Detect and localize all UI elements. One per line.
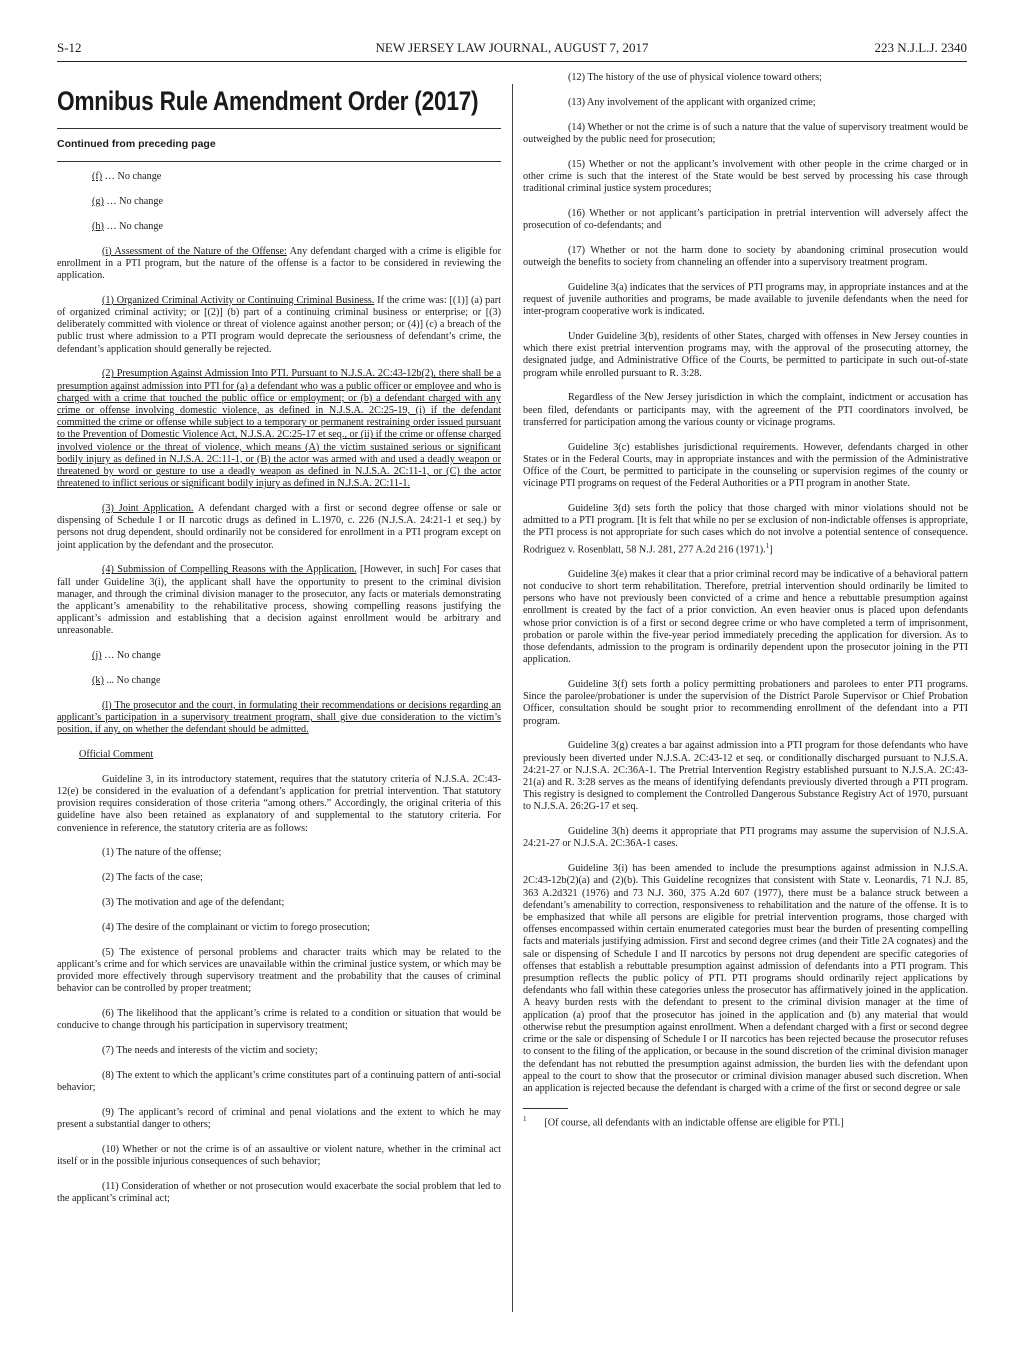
- paragraph-l: [57, 700, 501, 737]
- underlined-text: (4) Submission of Compelling Reasons with the Application.: [102, 564, 357, 576]
- header-rule: [57, 61, 967, 62]
- paragraph-text: (8) The extent to which the applicant’s crime constitutes part of a continuing pattern of anti-social behavior;: [57, 1069, 501, 1094]
- right-column: [523, 72, 968, 1129]
- paragraph-text: Guideline 3(h) deems it appropriate that PTI programs may assume the supervision of N.J.S.A. 24:21-27 or N.J.S.A. 2C:36A-1 cases.: [523, 826, 968, 850]
- column-divider: [512, 84, 513, 1312]
- paragraph-text: (7) The needs and interests of the victim and society;: [102, 1045, 318, 1057]
- paragraph-g3b: [523, 331, 968, 380]
- paragraph-text: (5) The existence of personal problems and character traits which may be related to the applicant’s crime and for which services are unavailable within the criminal justice system, or which may be provided more effectively through supervisory treatment and the probability that the causes of criminal behavior can be controlled by proper treatment;: [57, 946, 501, 995]
- paragraph-r12: [523, 72, 968, 84]
- article-title: Omnibus Rule Amendment Order (2017): [57, 86, 479, 116]
- paragraph-oc: [57, 749, 501, 761]
- paragraph-text: Regardless of the New Jersey jurisdiction in which the complaint, indictment or accusation has been filed, defendants or participants may, with the agreement of the PTI coordinators involved, be transferred for participation among the various county or vicinage programs.: [523, 392, 968, 428]
- paragraph-text: … No change: [101, 650, 161, 662]
- paragraph-r16: [523, 208, 968, 232]
- paragraph-text: Guideline 3(c) establishes jurisdictional requirements. However, defendants charged in other States or in the Federal Courts, may in appropriate instances and with the permission of the Administrative Office of the Court, be permitted to participate in the counseling or supervision regimes of the county or vicinage PTI programs on request of the Federal Authorities or a PTI program in another State.: [523, 441, 968, 490]
- paragraph-text: (2) The facts of the case;: [102, 872, 203, 884]
- paragraph-c10: [57, 1144, 501, 1168]
- footnote-text: [Of course, all defendants with an indictable offense are eligible for PTI.]: [544, 1117, 844, 1129]
- paragraph-text: (10) Whether or not the crime is of an assaultive or violent nature, whether in the criminal act itself or in the possible injurious consequences of such behavior;: [57, 1143, 501, 1168]
- paragraph-text: … No change: [103, 220, 164, 232]
- left-column: [57, 72, 501, 1218]
- paragraph-c2: [57, 872, 501, 884]
- paragraph-text: (1) The nature of the offense;: [102, 847, 222, 859]
- paragraph-c0: [57, 774, 501, 835]
- page-header: [57, 40, 967, 56]
- paragraph-text: (6) The likelihood that the applicant’s crime is related to a condition or situation that would be conducive to change through his participation in supervisory treatment;: [57, 1008, 501, 1032]
- paragraph-text: Guideline 3, in its introductory statement, requires that the statutory criteria of N.J.S.A. 2C:43-12(e) be considered in the evaluation of a defendant’s application for pretrial intervention. That statutory provision requires consideration of those criteria “among others.” Accordingly, the original criteria of this guideline have also been retained as explanatory of and supplemental to the statutory criteria. For convenience in reference, the statutory criteria are as follows:: [57, 773, 501, 834]
- paragraph-g3e: [523, 569, 968, 667]
- continued-rule: [57, 161, 501, 162]
- paragraph-j: [92, 650, 501, 662]
- paragraph-text: (3) The motivation and age of the defendant;: [102, 897, 285, 909]
- paragraph-c4: [57, 922, 501, 934]
- paragraph-g: [92, 196, 501, 208]
- underlined-text: (l) The prosecutor and the court, in formulating their recommendations or decisions regarding an applicant’s participation in a supervisory treatment program, shall give due consideration to the victim’s position, if any, on whether the defendant should be admitted.: [57, 699, 501, 736]
- paragraph-g3g: [523, 740, 968, 813]
- paragraph-text: Guideline 3(f) sets forth a policy permitting probationers and parolees to enter PTI programs. Since the parolee/probationer is under the supervision of the District Parole Supervisor or Chief Probation Officer, consultation should be sought prior to recommending enrollment of the defendant into a PTI program.: [523, 679, 968, 727]
- page-number: S-12: [57, 40, 82, 55]
- publication-line: NEW JERSEY LAW JOURNAL, AUGUST 7, 2017: [375, 40, 649, 55]
- paragraph-g3i: [523, 863, 968, 1095]
- paragraph-i2: [57, 368, 501, 490]
- paragraph-g3a: [523, 282, 968, 319]
- paragraph-text: Guideline 3(e) makes it clear that a prior criminal record may be indicative of a behavioral pattern not conducive to short term rehabilitation. Therefore, pretrial intervention should ordinarily be limited to persons who have not previously been convicted of a crime and hence a rebuttable presumption against enrollment is created by the fact of a prior conviction. An even heavier onus is placed upon defendants whose prior conviction is of a first or second degree crime or who have completed a term of imprisonment, probation or parole within the five-year period immediately preceding the application for diversion. As to those defendants, admission to the program is ordinarily dependent upon the prosecutor joining in the PTI application.: [523, 568, 968, 666]
- paragraph-text: (4) The desire of the complainant or victim to forego prosecution;: [102, 921, 371, 933]
- paragraph-i1: [57, 295, 501, 356]
- paragraph-g3c: [523, 442, 968, 491]
- paragraph-text: If the crime was: [(1)] (a) part of organized criminal activity; or [(2)] (b) part of a continuing criminal business or enterprise; or [(3) deliberately committed with violence or threat of violence against another person; or (4)] (c) a breach of the public trust where admission to a PTI program would deprecate the seriousness of defendant’s crime, the defendant’s application should generally be rejected.: [57, 294, 501, 355]
- citation: 223 N.J.L.J. 2340: [874, 40, 967, 55]
- paragraph-g3f: [523, 679, 968, 728]
- paragraph-text-after: ]: [769, 544, 773, 556]
- underlined-text: (g): [92, 196, 104, 207]
- paragraph-text: Guideline 3(g) creates a bar against admission into a PTI program for those defendants who have previously been diverted under N.J.S.A. 2C:43-12 et seq. or conditionally discharged pursuant to N.J.S.A. 24:21-27 or N.J.S.A. 2C:36A-1. The Pretrial Intervention Registry established pursuant to N.J.S.A. 2C:43-21(a) and R. 3:28 serves as the means of identifying defendants previously diverted through a PTI program. This registry is designed to complement the Controlled Dangerous Substance Registry Act of 1970, pursuant to N.J.S.A. 26:2G-17 et seq.: [523, 740, 968, 813]
- continued-note: Continued from preceding page: [57, 138, 216, 150]
- paragraph-text: … No change: [103, 196, 164, 207]
- paragraph-r17: [523, 245, 968, 269]
- paragraph-text: (13) Any involvement of the applicant with organized crime;: [568, 96, 816, 108]
- paragraph-c1: [57, 847, 501, 859]
- paragraph-text: (12) The history of the use of physical violence toward others;: [568, 72, 822, 83]
- paragraph-text: Guideline 3(a) indicates that the services of PTI programs may, in appropriate instances and at the request of juvenile authorities and programs, be made available to juvenile defendants when the need for inter-program cooperative work is indicated.: [523, 281, 968, 318]
- paragraph-text: ... No change: [103, 675, 161, 687]
- paragraph-text: Guideline 3(d) sets forth the policy that those charged with minor violations should not be admitted to a PTI program. [It is felt that while no per se exclusion of non-indictable offenses is appropriate, the PTI process is not appropriate for such cases which do not involve a potential sentence of consequence. Rodriguez v. Rosenblatt, 58 N.J. 281, 277 A.2d 216 (1971).: [523, 503, 968, 556]
- paragraph-text: (16) Whether or not applicant’s participation in pretrial intervention will adversely affect the prosecution of co-defendants; and: [523, 207, 968, 231]
- underlined-text: (f): [92, 171, 103, 183]
- paragraph-text: … No change: [102, 171, 162, 183]
- paragraph-text: (15) Whether or not the applicant’s involvement with other people in the crime charged or in other crime is such that the interest of the State would be best served by processing his case through traditional criminal justice system procedures;: [523, 158, 968, 194]
- footnote-marker: 1: [523, 1114, 527, 1123]
- paragraph-f: [92, 171, 501, 183]
- paragraph-g3h: [523, 826, 968, 850]
- paragraph-text: Under Guideline 3(b), residents of other States, charged with offenses in New Jersey counties in which there exist pretrial intervention programs may, with the approval of the prosecuting attorney, the designated judge, and Administrative Office of the Courts, be permitted to participate in such out-of-state program while enrolled pursuant to R. 3:28.: [523, 331, 968, 379]
- underlined-text: Official Comment: [79, 749, 154, 761]
- paragraph-i3: [57, 503, 501, 552]
- paragraph-c5: [57, 947, 501, 996]
- paragraph-text: [However, in such] For cases that fall under Guideline 3(i), the applicant shall have the opportunity to present to the criminal division manager, and through the criminal division manager to the prosecutor, any facts or materials demonstrating the applicant’s amenability to the rehabilitative process, showing compelling reasons justifying the applicant’s admission and establishing that a decision against enrollment would be arbitrary and unreasonable.: [57, 564, 501, 637]
- underlined-text: (i) Assessment of the Nature of the Offense:: [102, 245, 287, 257]
- paragraph-c9: [57, 1107, 501, 1131]
- paragraph-r13: [523, 97, 968, 109]
- paragraph-c7: [57, 1045, 501, 1057]
- paragraph-h: [92, 221, 501, 233]
- footnote-rule: [523, 1108, 568, 1109]
- underlined-text: (h): [92, 220, 104, 232]
- paragraph-text: Any defendant charged with a crime is eligible for enrollment in a PTI program, but the nature of the offense is a factor to be considered in reviewing the application.: [57, 245, 501, 281]
- paragraph-text: (11) Consideration of whether or not prosecution would exacerbate the social problem that led to the applicant’s criminal act;: [57, 1180, 501, 1205]
- paragraph-i: [57, 246, 501, 283]
- paragraph-c6: [57, 1008, 501, 1032]
- underlined-text: (j): [92, 650, 102, 662]
- paragraph-text: (14) Whether or not the crime is of such a nature that the value of supervisory treatment would be outweighed by the public need for prosecution;: [523, 121, 968, 145]
- paragraph-r15: [523, 159, 968, 196]
- paragraph-c11: [57, 1181, 501, 1205]
- underlined-text: (k): [92, 675, 104, 687]
- paragraph-text: A defendant charged with a first or second degree offense or sale or dispensing of Schedule I or II narcotic drugs as defined in L.1970, c. 226 (N.J.S.A. 24:21-1 et seq.) by persons not drug dependent, should ordinarily not be considered for enrollment in a PTI program except on joint application by the defendant and the prosecutor.: [57, 503, 501, 551]
- underlined-text: (3) Joint Application.: [102, 503, 194, 515]
- paragraph-g3b2: [523, 392, 968, 429]
- paragraph-r14: [523, 122, 968, 146]
- underlined-text: (1) Organized Criminal Activity or Continuing Criminal Business.: [102, 294, 375, 306]
- paragraph-text: (9) The applicant’s record of criminal and penal violations and the extent to which he may present a substantial danger to others;: [57, 1106, 501, 1131]
- paragraph-k: [92, 675, 501, 687]
- paragraph-c3: [57, 897, 501, 909]
- underlined-text: (2) Presumption Against Admission Into PTI. Pursuant to N.J.S.A. 2C:43-12b(2), there shall be a presumption against admission into PTI for (a) a defendant who was a public officer or employee and who is charged with a crime that touched the public office or employment; or (b) a defendant charged with any crime or offense involving domestic violence, as defined in N.J.S.A. 2C:25-19, (i) if the defendant committed the crime or offense while subject to a temporary or permanent restraining order issued pursuant to the Prevention of Domestic Violence Act, N.J.S.A. 2C:25-17 et seq., or (ii) if the crime or offense charged involved violence or the threat of violence, which means (A) the victim sustained serious or significant bodily injury as defined in N.J.S.A. 2C:11-1, or (B) the actor was armed with and used a deadly weapon or threatened by word or gesture to use a deadly weapon as defined in N.J.S.A. 2C:11-1, or (C) the actor threatened to inflict serious or significant bodily injury as defined in N.J.S.A. 2C:11-1.: [57, 368, 501, 490]
- paragraph-text: Guideline 3(i) has been amended to include the presumptions against admission in N.J.S.A. 2C:43-12b(2)(a) and (2)(b). This Guideline recognizes that consistent with State v. Leonardis, 71 N.J. 85, 363 A.2d321 (1976) and 73 N.J. 360, 375 A.2d 607 (1977), there must be a balance struck between a defendant’s amenability to correction, responsiveness to rehabilitation and the nature of the offense. It is to be emphasized that while all persons are eligible for pretrial intervention programs, those charged with offenses encompassed within certain enumerated categories must bear the burden of presenting compelling facts and materials justifying admission. First and second degree crimes (and their Title 2A cognates) and the sale or dispensing of Schedule I and II narcotics by persons not drug dependent are specific categories of offenses that establish a rebuttable presumption against admission of defendants into a PTI program. This presumption reflects the public policy of PTI. PTI programs should ordinarily reject applications by defendants who fall within these categories unless the prosecutor has affirmatively joined in the application. A heavy burden rests with the defendant to present to the criminal division manager at the time of application (a) proof that the prosecutor has joined in the application and (b) any material that would otherwise rebut the presumption against enrollment. When a defendant charged with a first or second degree crime or the sale or dispensing of Schedule I or II narcotics has been rejected because the prosecutor refuses to consent to the filing of the application, or because in the sound discretion of the criminal division manager the defendant has not rebutted the presumption against admission, the burden lies with the defendant upon appeal to the court to show that the prosecutor or criminal division manager abused such discretion. When an application is rejected because the defendant is charged with a crime of the first or second degree or sale: [523, 863, 968, 1094]
- paragraph-i4: [57, 564, 501, 637]
- paragraph-text: (17) Whether or not the harm done to society by abandoning criminal prosecution would outweigh the benefits to society from channeling an offender into a supervisory treatment program.: [523, 244, 968, 268]
- paragraph-c8: [57, 1070, 501, 1094]
- paragraph-g3d: [523, 503, 968, 556]
- footnote: [523, 1113, 968, 1130]
- title-rule: [57, 128, 501, 129]
- footnote-reference: 1: [765, 541, 770, 550]
